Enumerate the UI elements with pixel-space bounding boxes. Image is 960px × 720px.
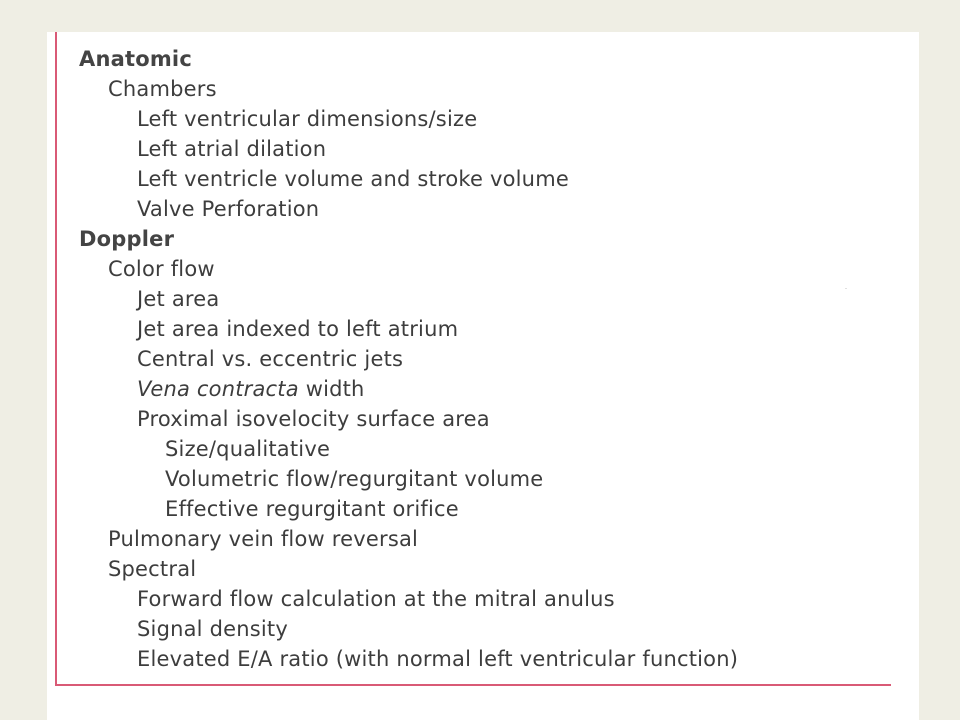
outline-item-size-qualitative: Size/qualitative	[165, 437, 331, 461]
section-heading-doppler: Doppler	[79, 227, 175, 251]
outline-item-central-vs-eccentric: Central vs. eccentric jets	[137, 347, 404, 371]
outline-item-chambers: Chambers	[108, 77, 217, 101]
outline-item-volumetric-flow: Volumetric flow/regurgitant volume	[165, 467, 544, 491]
vena-contracta-suffix: width	[298, 377, 365, 401]
vena-contracta-term: Vena contracta	[137, 377, 299, 401]
outline-item-vena-contracta	[137, 374, 365, 404]
outline-item-effective-orifice: Effective regurgitant orifice	[165, 497, 459, 521]
slide-card	[47, 32, 919, 720]
outline-item-forward-flow: Forward flow calculation at the mitral anulus	[137, 587, 615, 611]
outline-item-pulmonary-vein: Pulmonary vein flow reversal	[108, 527, 419, 551]
outline-item-jet-area: Jet area	[137, 287, 220, 311]
outline-item-lv-dimensions: Left ventricular dimensions/size	[137, 107, 478, 131]
outline-item-spectral: Spectral	[108, 557, 197, 581]
outline-item-jet-area-indexed: Jet area indexed to left atrium	[137, 317, 459, 341]
section-heading-anatomic: Anatomic	[79, 47, 192, 71]
outline-item-lv-volume: Left ventricle volume and stroke volume	[137, 167, 569, 191]
outline-item-pisa: Proximal isovelocity surface area	[137, 407, 490, 431]
outline-item-color-flow: Color flow	[108, 257, 215, 281]
outline-item-elevated-ea: Elevated E/A ratio (with normal left ventricular function)	[137, 647, 739, 671]
bottom-rule	[55, 684, 891, 686]
outline-item-la-dilation: Left atrial dilation	[137, 137, 327, 161]
outline-item-valve-perforation: Valve Perforation	[137, 197, 320, 221]
outline-item-signal-density: Signal density	[137, 617, 288, 641]
speck	[845, 288, 847, 289]
left-rule	[55, 32, 57, 686]
